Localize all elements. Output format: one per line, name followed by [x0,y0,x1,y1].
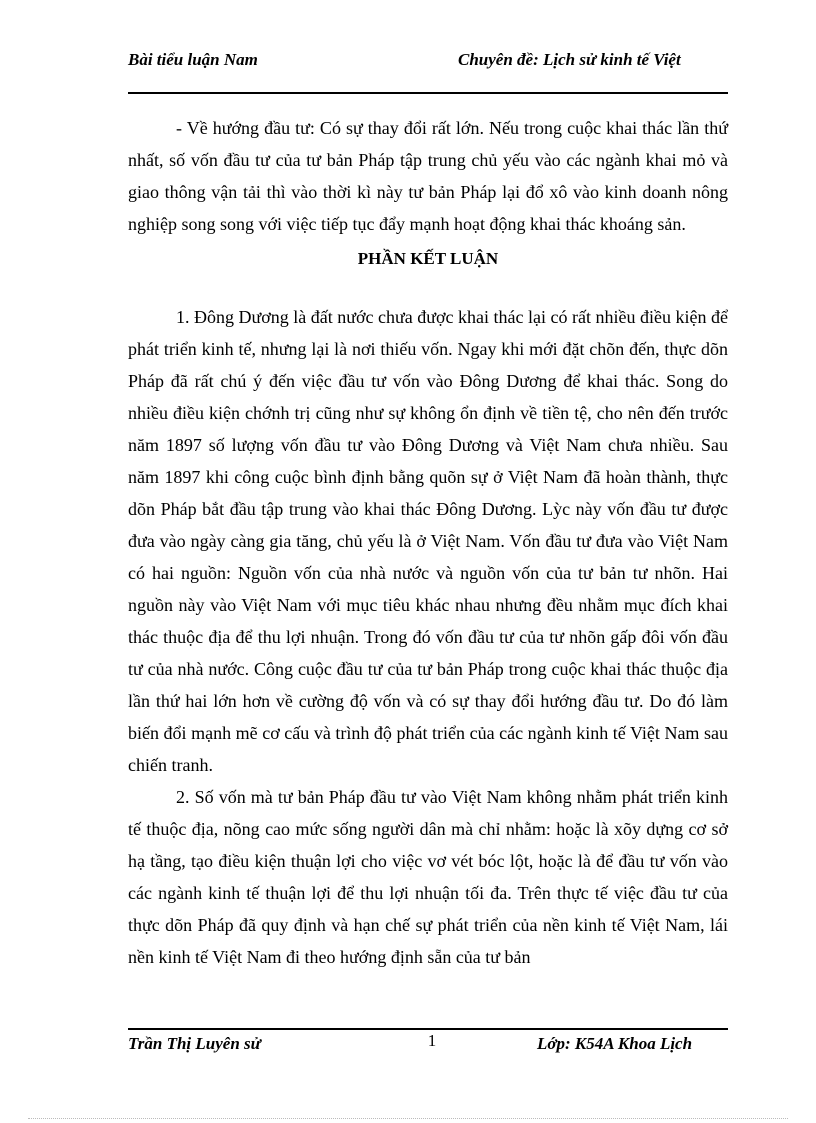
conclusion-paragraph-2: 2. Số vốn mà tư bản Pháp đầu tư vào Việt Nam không nhằm phát triển kinh tế thuộc địa, nõng cao mức sống người dân mà chỉ nhằm: hoặc là xõy dựng cơ sở hạ tầng, tạo điều kiện thuận lợi cho việc vơ vét bóc lột, hoặc là để đầu tư vốn vào các ngành kinh tế thuận lợi để thu lợi nhuận tối đa. Trên thực tế việc đầu tư của thực dõn Pháp đã quy định và hạn chế sự phát triển của nền kinh tế Việt Nam, lái nền kinh tế Việt Nam đi theo hướng định sẵn của tư bản [128,787,728,967]
conclusion-paragraph-1: 1. Đông Dương là đất nước chưa được khai thác lại có rất nhiều điều kiện để phát triển kinh tế, nhưng lại là nơi thiếu vốn. Ngay khi mới đặt chõn đến, thực dõn Pháp đã rất chú ý đến việc đầu tư vốn vào Đông Dương để khai thác. Song do nhiều điều kiện chớnh trị cũng như sự không ổn định về tiền tệ, cho nên đến trước năm 1897 số lượng vốn đầu tư vào Đông Dương và Việt Nam chưa nhiều. Sau năm 1897 khi công cuộc bình định bằng quõn sự ở Việt Nam đã hoàn thành, thực dõn Pháp bắt đầu tập trung vào khai thác Đông Dương. Lỳc này vốn đầu tư được đưa vào ngày càng gia tăng, chủ yếu là ở Việt Nam. Vốn đầu tư đưa vào Việt Nam có hai nguồn: Nguồn vốn của nhà nước và nguồn vốn của tư bản tư nhõn. Hai nguồn này vào Việt Nam với mục tiêu khác nhau nhưng đều nhằm mục đích khai thác thuộc địa để thu lợi nhuận. Trong đó vốn đầu tư của tư nhõn gấp đôi vốn đầu tư của nhà nước. Công cuộc đầu tư của tư bản Pháp trong cuộc khai thác thuộc địa lần thứ hai lớn hơn về cường độ vốn và có sự thay đổi hướng đầu tư. Do đó làm biến đổi mạnh mẽ cơ cấu và trình độ phát triển của các ngành kinh tế Việt Nam sau chiến tranh. [128,307,728,775]
section-heading: PHẦN KẾT LUẬN [357,249,499,268]
intro-paragraph: - Về hướng đầu tư: Có sự thay đổi rất lớn. Nếu trong cuộc khai thác lần thứ nhất, số vốn đầu tư của tư bản Pháp tập trung chủ yếu vào các ngành khai mỏ và giao thông vận tải thì vào thời kì này tư bản Pháp lại đổ xô vào kinh doanh nông nghiệp song song với việc tiếp tục đẩy mạnh hoạt động khai thác khoáng sản. [128,118,728,234]
page-number: 1 [427,1031,437,1050]
header-left-title: Bài tiểu luận Nam [128,50,258,69]
page-edge-divider [28,1118,788,1119]
footer-divider [128,1028,728,1030]
header-divider [128,92,728,94]
document-body [128,112,728,973]
header-right-title: Chuyên đề: Lịch sử kinh tế Việt [458,50,681,69]
footer-author: Trần Thị Luyên sử [128,1034,261,1053]
footer-class: Lớp: K54A Khoa Lịch [537,1034,693,1053]
